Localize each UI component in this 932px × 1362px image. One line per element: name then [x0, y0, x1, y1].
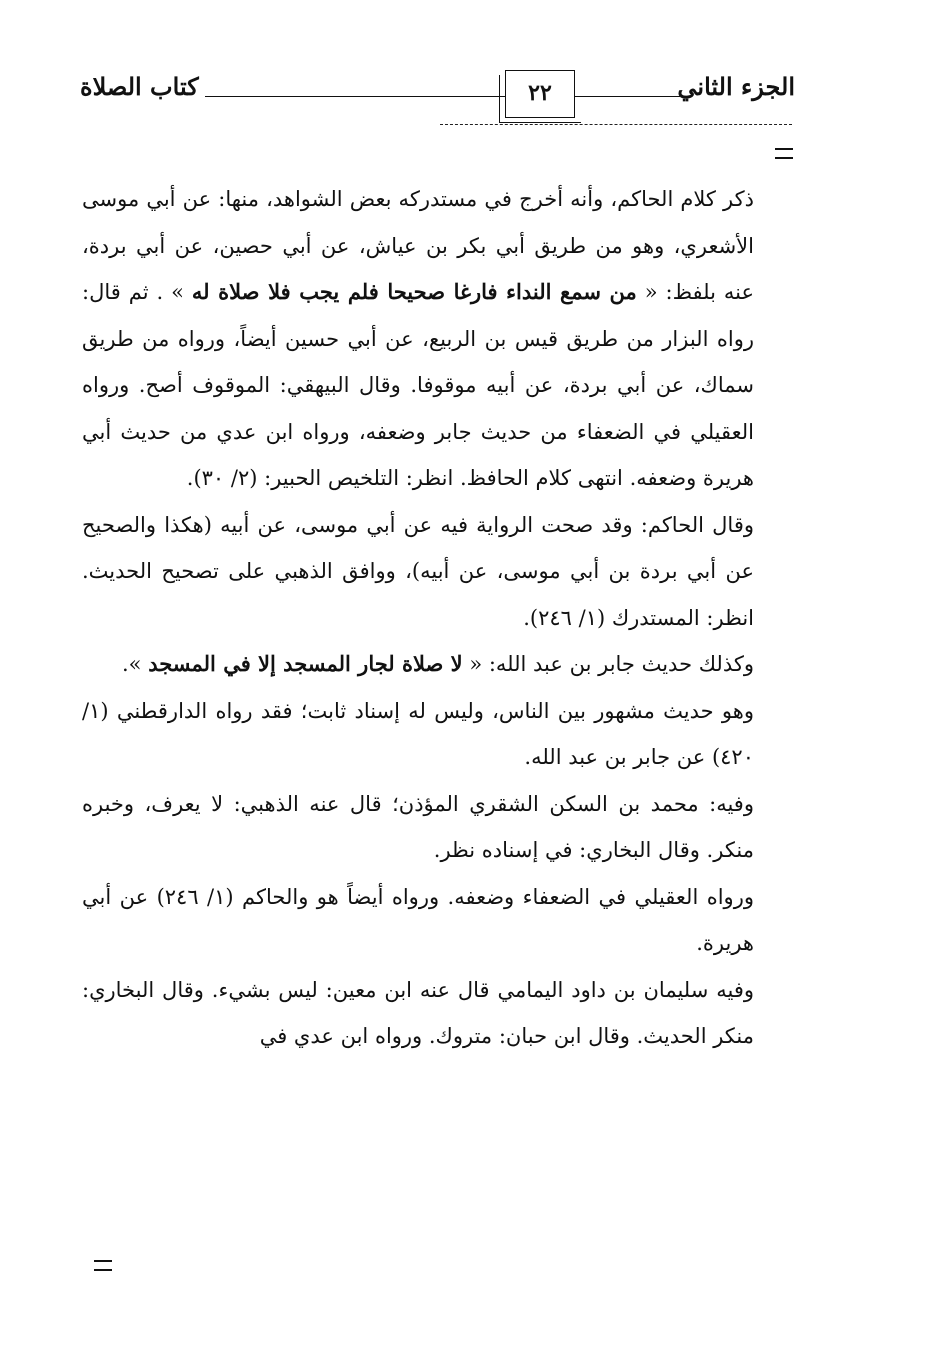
text-run: وهو حديث مشهور بين الناس، وليس له إسناد ثابت؛ فقد رواه الدارقطني (١/ ٤٢٠) عن جابر بن عبد الله. — [82, 698, 754, 769]
text-run: ». — [122, 652, 149, 676]
paragraph — [82, 781, 754, 874]
paragraph — [82, 874, 754, 967]
text-run: » . ثم قال: رواه البزار من طريق قيس بن الربيع، عن أبي حسين أيضاً، ورواه من طريق سماك، عن أبي بردة، عن أبيه موقوفا. وقال البيهقي: الموقوف أصح. ورواه العقيلي في الضعفاء من حديث جابر وضعفه، ورواه ابن عدي من حديث أبي هريرة وضعفه. انتهى كلام الحافظ. انظر: التلخيص الحبير: (٢/ ٣٠). — [82, 280, 754, 490]
footnote-separator — [440, 124, 792, 125]
chapter-title: كتاب الصلاة — [80, 72, 199, 101]
header-rule-right — [575, 96, 680, 97]
text-run: ذكر كلام الحاكم، وأنه أخرج في مستدركه بعض الشواهد، منها: عن أبي موسى الأشعري، وهو من طريق أبي بكر بن عياش، عن أبي حصين، عن أبي بردة، عنه بلفظ: « — [82, 187, 754, 304]
paragraph — [82, 688, 754, 781]
volume-title: الجزء الثاني — [677, 72, 795, 101]
continuation-mark-top — [775, 148, 793, 159]
paragraph — [82, 176, 754, 502]
text-run: وكذلك حديث جابر بن عبد الله: « — [462, 652, 754, 676]
continuation-mark-bottom — [94, 1260, 112, 1271]
hadith-quote: لا صلاة لجار المسجد إلا في المسجد — [148, 651, 463, 676]
page-number: ٢٢ — [528, 80, 552, 106]
hadith-quote: من سمع النداء فارغا صحيحا فلم يجب فلا صلاة له — [191, 279, 637, 304]
text-run: وفيه: محمد بن السكن الشقري المؤذن؛ قال عنه الذهبي: لا يعرف، وخبره منكر. وقال البخاري: في إسناده نظر. — [82, 791, 754, 862]
text-run: وفيه سليمان بن داود اليمامي قال عنه ابن معين: ليس بشيء. وقال البخاري: منكر الحديث. وقال ابن حبان: متروك. ورواه ابن عدي في — [82, 977, 754, 1048]
text-run: وقال الحاكم: وقد صحت الرواية فيه عن أبي موسى، عن أبيه (هكذا والصحيح عن أبي بردة بن أبي موسى، عن أبيه)، ووافق الذهبي على تصحيح الحديث. انظر: المستدرك (١/ ٢٤٦). — [82, 512, 754, 630]
page-number-box — [505, 70, 575, 118]
paragraph — [82, 502, 754, 642]
paragraph — [82, 967, 754, 1060]
running-header — [80, 62, 795, 122]
paragraph — [82, 641, 754, 688]
text-run: ورواه العقيلي في الضعفاء وضعفه. ورواه أيضاً هو والحاكم (١/ ٢٤٦) عن أبي هريرة. — [82, 884, 754, 955]
header-rule-left — [205, 96, 505, 97]
footnote-text — [82, 176, 754, 1060]
